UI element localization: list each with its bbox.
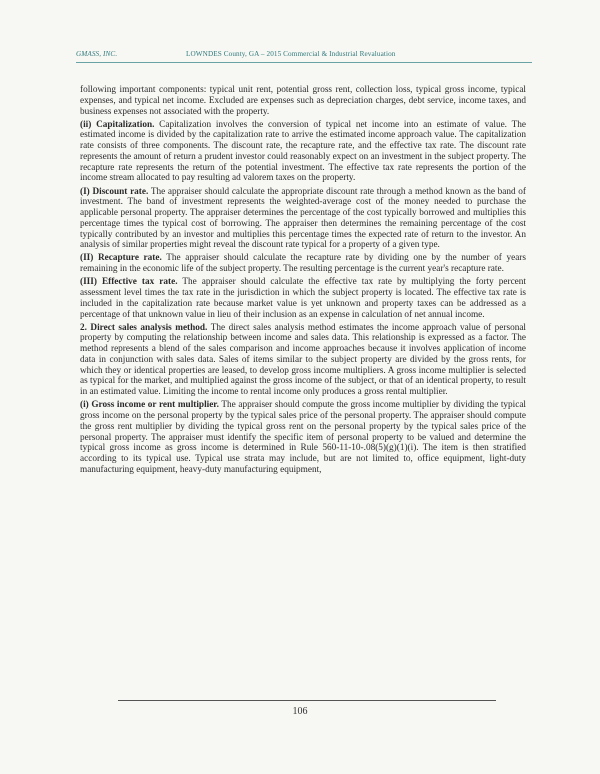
section-heading: (I) Discount rate. — [80, 186, 149, 197]
paragraph-discount-rate: (I) Discount rate. The appraiser should calculate the appropriate discount rate through a method known as the band of investment. The band of investment represents the weighted-average cost of the money needed to purchase the applicable personal property. The appraiser determines the percentage of the cost typically borrowed and multiplies this percentage times the typical cost of borrowing. The appraiser then determines the remaining percentage of the cost typically contributed by an investor and multiplies this percentage times the expected rate of return to the investor. An analysis of similar properties might reveal the discount rate typical for a property of a given type. — [80, 186, 526, 251]
page-number: 106 — [292, 706, 308, 717]
running-header — [76, 50, 530, 58]
header-company: GMASS, INC. — [76, 50, 118, 58]
section-heading: (III) Effective tax rate. — [80, 277, 178, 288]
footer-divider — [118, 700, 496, 701]
section-heading: (II) Recapture rate. — [80, 253, 162, 264]
section-heading: 2. Direct sales analysis method. — [80, 322, 208, 333]
paragraph-direct-sales-analysis: 2. Direct sales analysis method. The direct sales analysis method estimates the income approach value of personal property by computing the relationship between income and sales data. This relationship is expressed as a factor. The method represents a blend of the sales comparison and income approaches because it involves application of income data in conjunction with sales data. Sales of items similar to the subject property are divided by the gross rents, for which they or identical properties are leased, to develop gross income multipliers. A gross income multiplier is selected as typical for the market, and multiplied against the gross income of the subject, or that of an identical property, to result in an estimated value. Limiting the income to rental income only produces a gross rental multiplier. — [80, 322, 526, 398]
paragraph-effective-tax-rate: (III) Effective tax rate. The appraiser should calculate the effective tax rate by multiplying the forty percent assessment level times the tax rate in the jurisdiction in which the subject property is located. The effective tax rate is included in the capitalization rate because market value is yet unknown and property taxes can be addressed as a percentage of that unknown value in lieu of their inclusion as an expense in calculation of net annual income. — [80, 277, 526, 320]
document-body — [80, 85, 526, 478]
paragraph-capitalization: (ii) Capitalization. Capitalization involves the conversion of typical net income into an estimate of value. The estimated income is divided by the capitalization rate to arrive the estimated income approach value. The capitalization rate consists of three components. The discount rate, the recapture rate, and the effective tax rate. The discount rate represents the amount of return a prudent investor could reasonably expect on an investment in the subject property. The recapture rate represents the return of the potential investment. The effective tax rate represents the portion of the income stream allocated to pay resulting ad valorem taxes on the property. — [80, 119, 526, 184]
section-heading: (i) Gross income or rent multiplier. — [80, 400, 219, 411]
paragraph-gross-income-multiplier: (i) Gross income or rent multiplier. The appraiser should compute the gross income multiplier by dividing the typical gross income on the personal property by the typical sales price of the personal property. The appraiser should compute the gross rent multiplier by dividing the typical gross rent on the personal property by the typical sales price of the personal property. The appraiser must identify the specific item of personal property to be valued and determine the typical gross income as gross income is determined in Rule 560-11-10-.08(5)(g)(1)(i). The item is then stratified according to its typical use. Typical use strata may include, but are not limited to, office equipment, light-duty manufacturing equipment, heavy-duty manufacturing equipment, — [80, 400, 526, 475]
paragraph-recapture-rate: (II) Recapture rate. The appraiser should calculate the recapture rate by dividing one by the number of years remaining in the economic life of the subject property. The resulting percentage is the current year's recapture rate. — [80, 253, 526, 275]
header-title: LOWNDES County, GA – 2015 Commercial & Industrial Revaluation — [186, 50, 396, 58]
section-heading: (ii) Capitalization. — [80, 119, 155, 130]
paragraph: following important components: typical unit rent, potential gross rent, collection loss, typical gross income, typical expenses, and typical net income. Excluded are expenses such as depreciation charges, debt service, income taxes, and business expenses not associated with the property. — [80, 85, 526, 117]
header-divider — [76, 62, 532, 63]
